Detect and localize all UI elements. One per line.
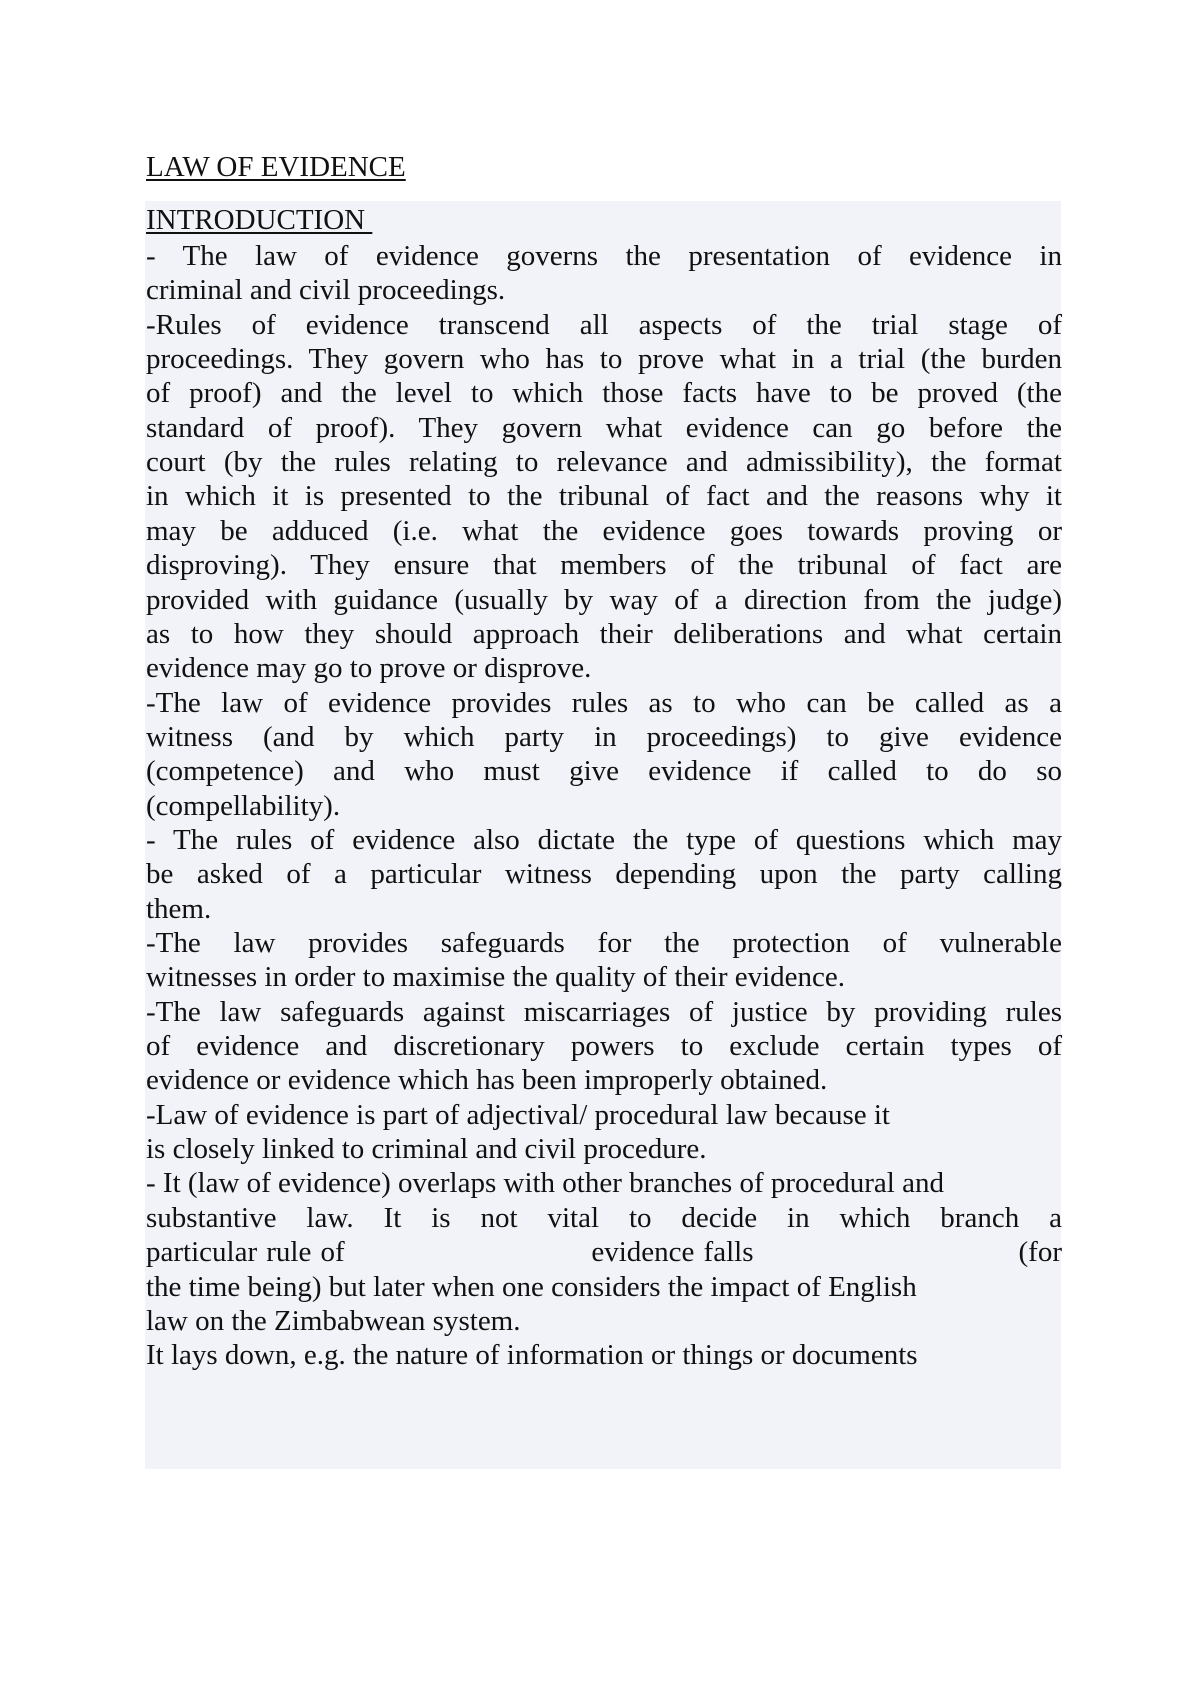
document-title: LAW OF EVIDENCE	[146, 151, 406, 183]
body-text-line: standard of proof). They govern what evidence can go before the	[146, 411, 1062, 444]
body-text-line: It lays down, e.g. the nature of information or things or documents	[146, 1339, 918, 1372]
body-text-line: may be adduced (i.e. what the evidence goes towards proving or	[146, 514, 1062, 547]
body-text-line: be asked of a particular witness depending upon the party calling	[146, 858, 1062, 891]
body-text-line: substantive law. It is not vital to decide in which branch a	[146, 1201, 1062, 1234]
body-text-line: particular rule of evidence falls (for	[146, 1236, 1062, 1269]
body-text-line: -The law provides safeguards for the protection of vulnerable	[146, 927, 1062, 959]
body-text-line: of evidence and discretionary powers to exclude certain types of	[146, 1030, 1062, 1063]
body-text-line: of proof) and the level to which those facts have to be proved (the	[146, 377, 1062, 410]
body-text-line: witness (and by which party in proceedings) to give evidence	[146, 720, 1062, 753]
body-text-line: criminal and civil proceedings.	[146, 274, 506, 307]
body-text-line: (competence) and who must give evidence if called to do so	[146, 755, 1062, 788]
body-text-line: witnesses in order to maximise the quality of their evidence.	[146, 961, 846, 994]
body-text-line: evidence may go to prove or disprove.	[146, 652, 592, 685]
body-text-line: -The law safeguards against miscarriages of justice by providing rules	[146, 995, 1062, 1028]
body-text-line: -Rules of evidence transcend all aspects of the trial stage of	[146, 308, 1062, 341]
body-text-line: them.	[146, 892, 212, 925]
body-text-line: the time being) but later when one considers the impact of English	[146, 1270, 917, 1303]
body-text-line: proceedings. They govern who has to prove what in a trial (the burden	[146, 343, 1062, 376]
body-text-line: evidence or evidence which has been improperly obtained.	[146, 1064, 828, 1097]
body-text-line: as to how they should approach their deliberations and what certain	[146, 617, 1062, 650]
body-text-line: court (by the rules relating to relevance and admissibility), the format	[146, 446, 1062, 479]
body-text-line: - The rules of evidence also dictate the type of questions which may	[146, 823, 1062, 856]
body-text-line: - The law of evidence governs the presentation of evidence in	[146, 240, 1062, 272]
body-text-line: (compellability).	[146, 789, 341, 822]
body-text-line: is closely linked to criminal and civil procedure.	[146, 1133, 707, 1166]
body-text-line: disproving). They ensure that members of the tribunal of fact are	[146, 549, 1062, 582]
body-text-line: law on the Zimbabwean system.	[146, 1304, 521, 1337]
section-heading-introduction: INTRODUCTION	[146, 204, 373, 236]
body-text-line: in which it is presented to the tribunal of fact and the reasons why it	[146, 480, 1062, 513]
body-text-line: provided with guidance (usually by way of a direction from the judge)	[146, 583, 1062, 616]
body-text-line: -The law of evidence provides rules as to who can be called as a	[146, 686, 1062, 719]
body-text-line: - It (law of evidence) overlaps with other branches of procedural and	[146, 1167, 944, 1200]
body-text-line: -Law of evidence is part of adjectival/ procedural law because it	[146, 1098, 890, 1131]
